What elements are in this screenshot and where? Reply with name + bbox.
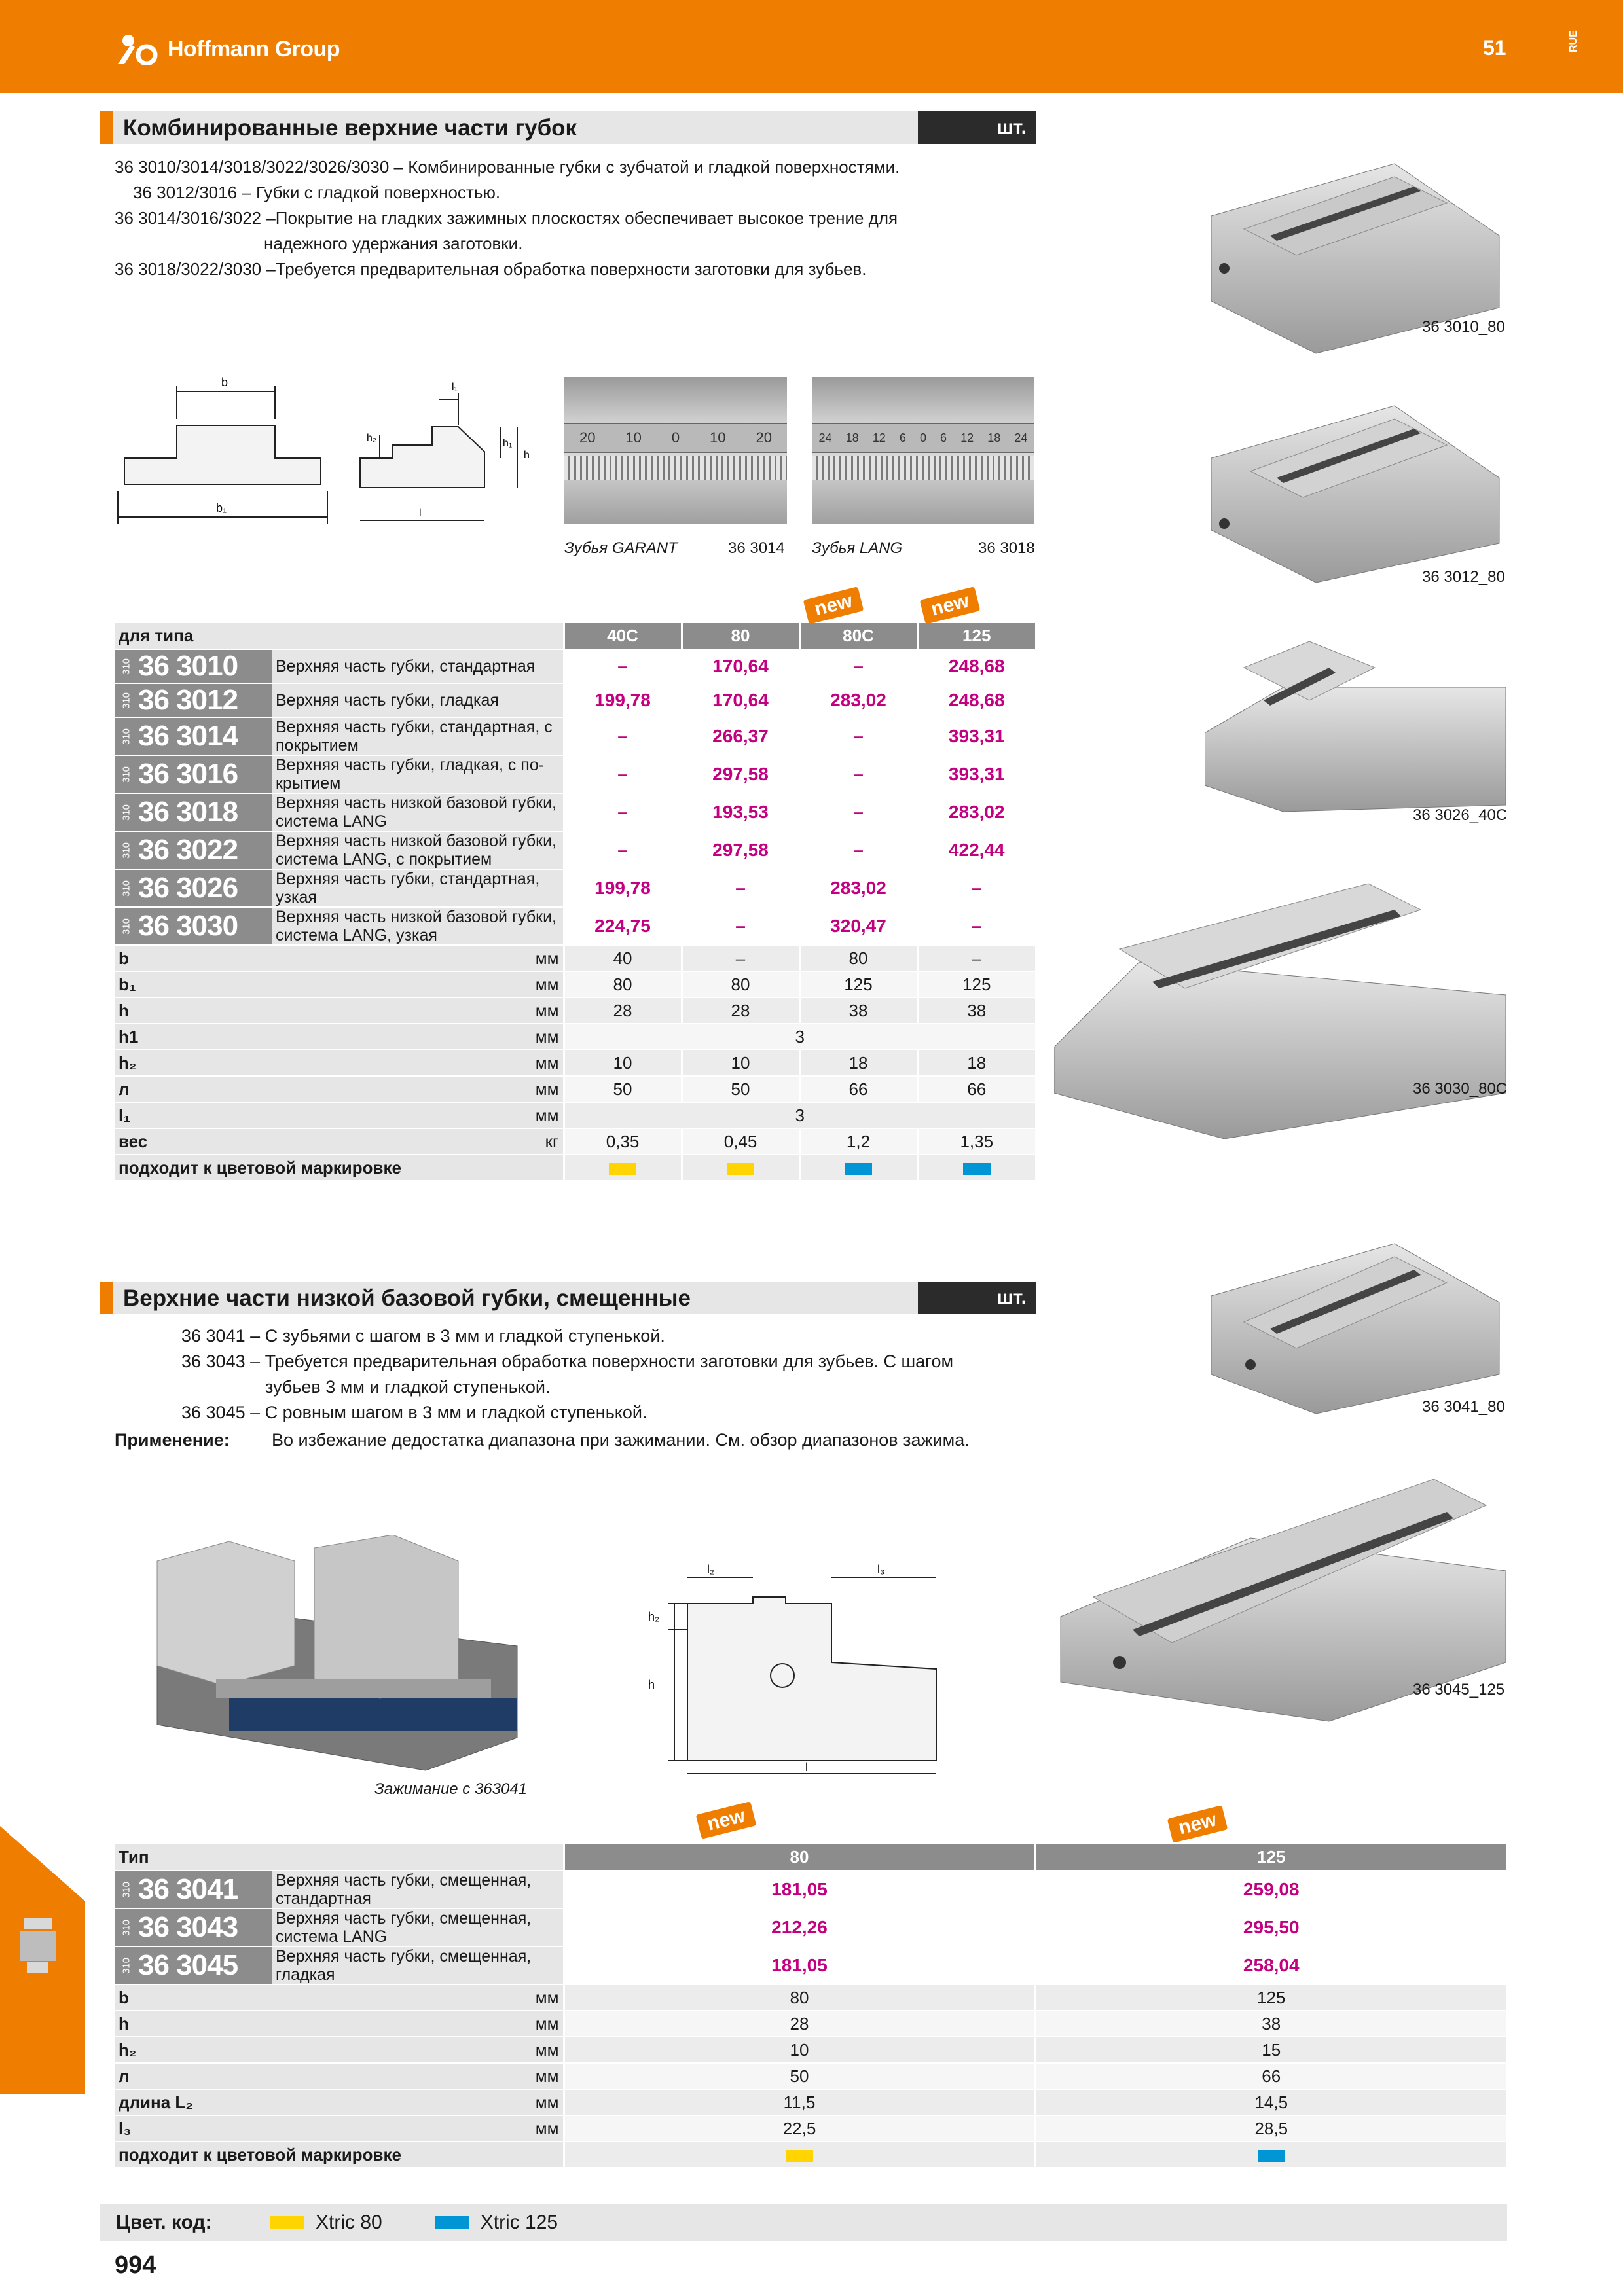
dim-l-label: l — [805, 1761, 808, 1774]
dim-value: 18 — [917, 1050, 1035, 1076]
dim-value: 50 — [682, 1076, 799, 1102]
price-cell: – — [564, 755, 682, 793]
hoffmann-logo[interactable] — [115, 33, 340, 65]
lang-caption: Зубья LANG — [812, 539, 903, 557]
section-marker — [100, 1282, 113, 1314]
table-header-row — [115, 623, 1035, 649]
dim-value: – — [682, 945, 799, 971]
price-cell: 258,04 — [1035, 1946, 1506, 1984]
dim-label: b — [115, 945, 532, 971]
lang-teeth-photo — [812, 377, 1034, 524]
article-cell — [115, 831, 272, 869]
scale-tick: 20 — [579, 429, 596, 446]
dim-value: 125 — [1035, 1984, 1506, 2011]
col-header: 40C — [564, 623, 682, 649]
scale-tick: 24 — [1014, 431, 1028, 444]
dim-l3-label: l₃ — [877, 1563, 885, 1576]
price-cell: 248,68 — [917, 649, 1035, 683]
price-cell: 199,78 — [564, 683, 682, 717]
article-desc: Верхняя часть губки, смещенная, система LANG — [272, 1909, 564, 1946]
note-code: 36 3041 – — [181, 1326, 261, 1346]
article-row[interactable] — [115, 755, 1035, 793]
article-row[interactable] — [115, 869, 1035, 907]
section-marker — [100, 111, 113, 144]
article-prefix: 310 — [120, 842, 132, 859]
dim-label: l₃ — [115, 2115, 532, 2142]
image-caption: 36 3026_40C — [1413, 806, 1508, 824]
color-swatch — [845, 1163, 872, 1175]
price-cell: 422,44 — [917, 831, 1035, 869]
article-prefix: 310 — [120, 918, 132, 935]
dim-unit: мм — [532, 971, 564, 997]
color-cell — [917, 1155, 1035, 1181]
dim-h2-label: h₂ — [367, 433, 377, 444]
dim-value: 1,2 — [799, 1128, 917, 1155]
article-prefix: 310 — [120, 658, 132, 675]
section1-notes — [115, 154, 900, 282]
dim-unit: мм — [532, 2089, 564, 2115]
article-row[interactable] — [115, 1871, 1506, 1909]
article-desc: Верхняя часть губки, стандартная, узкая — [272, 869, 564, 907]
dim-value: – — [917, 945, 1035, 971]
price-cell: – — [564, 649, 682, 683]
article-number: 36 3030 — [138, 910, 238, 942]
note-text: Требуется предварительная обработка поверхности заготовки для зубьев. С шагом — [264, 1352, 954, 1371]
scale-tick: 24 — [818, 431, 832, 444]
color-swatch — [727, 1163, 754, 1175]
article-number: 36 3018 — [138, 796, 238, 828]
color-legend — [100, 2204, 1507, 2241]
price-cell: 295,50 — [1035, 1909, 1506, 1946]
note-line — [181, 1400, 953, 1426]
article-prefix: 310 — [120, 766, 132, 783]
color-swatch — [1258, 2150, 1285, 2162]
dim-value: 10 — [682, 1050, 799, 1076]
article-prefix: 310 — [120, 1919, 132, 1936]
scale-tick: 18 — [845, 431, 859, 444]
dim-value: 80 — [682, 971, 799, 997]
dim-b-label: b — [221, 376, 228, 389]
dim-value: 66 — [1035, 2063, 1506, 2089]
color-cell — [1035, 2142, 1506, 2168]
dim-h1-label: h₁ — [503, 438, 513, 449]
color-cell — [682, 1155, 799, 1181]
garant-code: 36 3014 — [728, 539, 785, 557]
dim-row — [115, 2115, 1506, 2142]
article-row[interactable] — [115, 649, 1035, 683]
col-header: 125 — [917, 623, 1035, 649]
article-row[interactable] — [115, 907, 1035, 945]
product-image-363030 — [1054, 870, 1512, 1145]
article-prefix: 310 — [120, 880, 132, 897]
article-prefix: 310 — [120, 692, 132, 709]
dim-h-label: h — [524, 450, 530, 461]
dim-value: 28,5 — [1035, 2115, 1506, 2142]
color-cell — [564, 1155, 682, 1181]
new-badge: new — [696, 1801, 757, 1839]
dim-value: 38 — [799, 997, 917, 1024]
color-label: подходит к цветовой маркировке — [115, 2142, 564, 2168]
article-number: 36 3043 — [138, 1911, 238, 1943]
col-header: 125 — [1035, 1844, 1506, 1871]
price-cell: 181,05 — [564, 1871, 1035, 1909]
section2-unit: шт. — [918, 1282, 1036, 1314]
dim-value: 28 — [682, 997, 799, 1024]
section1-title: Комбинированные верхние части губок — [123, 115, 577, 141]
note-code: 36 3045 – — [181, 1403, 261, 1422]
new-badge: new — [803, 586, 864, 624]
application-text: Во избежание дедостатка диапазона при зажимании. См. обзор диапазонов зажима. — [272, 1430, 970, 1450]
offset-jaw-drawing — [622, 1558, 949, 1780]
hoffmann-logo-icon — [115, 33, 161, 65]
dim-label: h₂ — [115, 1050, 532, 1076]
vise-photo — [151, 1535, 524, 1777]
price-cell: – — [564, 717, 682, 755]
dim-unit: мм — [532, 1984, 564, 2011]
new-badge: new — [920, 586, 981, 624]
scale-tick: 20 — [756, 429, 772, 446]
dim-value: 66 — [917, 1076, 1035, 1102]
price-cell: – — [682, 907, 799, 945]
dim-row — [115, 2089, 1506, 2115]
scale-tick: 6 — [899, 431, 906, 444]
dim-h2-label: h₂ — [648, 1610, 659, 1623]
dim-value: 1,35 — [917, 1128, 1035, 1155]
price-cell: 248,68 — [917, 683, 1035, 717]
table-header-row — [115, 1844, 1506, 1871]
article-desc: Верхняя часть губки, смещенная, гладкая — [272, 1946, 564, 1984]
note-line — [181, 1374, 953, 1400]
price-cell: 199,78 — [564, 869, 682, 907]
note-text: зубьев 3 мм и гладкой ступенькой. — [265, 1377, 551, 1397]
article-desc: Верхняя часть губки, гладкая — [272, 683, 564, 717]
dim-unit: мм — [532, 1024, 564, 1050]
scale-tick: 10 — [625, 429, 642, 446]
price-cell: 266,37 — [682, 717, 799, 755]
article-desc: Верхняя часть губки, смещенная, стандартная — [272, 1871, 564, 1909]
article-cell — [115, 1946, 272, 1984]
dim-row — [115, 997, 1035, 1024]
dim-unit: мм — [532, 2037, 564, 2063]
note-line: 36 3014/3016/3022 –Покрытие на гладких зажимных плоскостях обеспечивает высокое трение для — [115, 208, 898, 228]
article-cell — [115, 755, 272, 793]
scale-tick: 6 — [940, 431, 947, 444]
price-cell: – — [564, 793, 682, 831]
scale-tick: 0 — [919, 431, 926, 444]
price-cell: 283,02 — [799, 683, 917, 717]
dim-value: 66 — [799, 1076, 917, 1102]
dim-row — [115, 1102, 1035, 1128]
dim-value: 80 — [564, 1984, 1035, 2011]
article-desc: Верхняя часть губки, стандартная — [272, 649, 564, 683]
teeth-strip — [812, 456, 1034, 480]
dim-value: 80 — [564, 971, 682, 997]
dim-row — [115, 2063, 1506, 2089]
dim-label: h — [115, 997, 532, 1024]
col-header: 80 — [682, 623, 799, 649]
dim-value: 38 — [917, 997, 1035, 1024]
scale-tick: 18 — [987, 431, 1001, 444]
dim-value: 50 — [564, 2063, 1035, 2089]
image-caption: 36 3041_80 — [1422, 1398, 1505, 1416]
color-cell — [799, 1155, 917, 1181]
price-cell: – — [799, 717, 917, 755]
dim-label: вес — [115, 1128, 532, 1155]
price-cell: 393,31 — [917, 755, 1035, 793]
dim-label: b — [115, 1984, 532, 2011]
dim-label: b₁ — [115, 971, 532, 997]
note-code: 36 3043 – — [181, 1352, 261, 1371]
dim-value: 50 — [564, 1076, 682, 1102]
article-desc: Верхняя часть низкой базовой губки, система LANG — [272, 793, 564, 831]
dim-row — [115, 1984, 1506, 2011]
dim-value: 15 — [1035, 2037, 1506, 2063]
article-cell — [115, 649, 272, 683]
article-cell — [115, 1909, 272, 1946]
price-cell: – — [682, 869, 799, 907]
price-cell: – — [799, 649, 917, 683]
image-caption: 36 3010_80 — [1422, 318, 1505, 336]
dim-unit: мм — [532, 1076, 564, 1102]
price-cell: 393,31 — [917, 717, 1035, 755]
article-number: 36 3012 — [138, 684, 238, 716]
dim-value: 125 — [917, 971, 1035, 997]
price-cell: 297,58 — [682, 831, 799, 869]
legend-swatch — [435, 2216, 469, 2229]
legend-item — [270, 2212, 382, 2234]
article-cell — [115, 683, 272, 717]
dim-unit: мм — [532, 2011, 564, 2037]
dim-label: l₁ — [115, 1102, 532, 1128]
article-desc: Верхняя часть губки, стандартная, с покрытием — [272, 717, 564, 755]
color-row — [115, 1155, 1035, 1181]
section2-notes — [181, 1323, 953, 1426]
language-tag: RUE — [1568, 30, 1579, 52]
article-row[interactable] — [115, 1946, 1506, 1984]
article-row[interactable] — [115, 683, 1035, 717]
color-row — [115, 2142, 1506, 2168]
dim-row — [115, 1050, 1035, 1076]
article-row[interactable] — [115, 1909, 1506, 1946]
dim-b1-label: b₁ — [216, 501, 227, 514]
article-row[interactable] — [115, 717, 1035, 755]
dim-value: 125 — [799, 971, 917, 997]
scale-tick: 12 — [872, 431, 886, 444]
article-row[interactable] — [115, 793, 1035, 831]
vise-caption: Зажимание с 363041 — [374, 1780, 528, 1798]
application-row — [115, 1430, 970, 1450]
legend-item-name: Xtric 125 — [480, 2212, 558, 2233]
article-number: 36 3014 — [138, 720, 238, 752]
dim-value: 80 — [799, 945, 917, 971]
teeth-strip — [564, 456, 787, 480]
application-label: Применение: — [115, 1430, 230, 1450]
page-number-bottom: 994 — [115, 2251, 156, 2279]
price-cell: – — [799, 831, 917, 869]
image-caption: 36 3045_125 — [1413, 1681, 1505, 1698]
color-label: подходит к цветовой маркировке — [115, 1155, 564, 1181]
dim-unit: кг — [532, 1128, 564, 1155]
dim-value: 3 — [564, 1102, 1035, 1128]
scale-tick: 12 — [960, 431, 974, 444]
dim-row — [115, 1128, 1035, 1155]
dim-unit: мм — [532, 2115, 564, 2142]
scale-tick: 10 — [710, 429, 726, 446]
article-number: 36 3010 — [138, 650, 238, 682]
section1-header — [100, 111, 1036, 144]
price-cell: 283,02 — [799, 869, 917, 907]
note-line: 36 3010/3014/3018/3022/3026/3030 – Комбинированные губки с зубчатой и гладкой поверхностями. — [115, 157, 900, 177]
article-cell — [115, 869, 272, 907]
dim-value: 10 — [564, 2037, 1035, 2063]
note-text: С зубьями с шагом в 3 мм и гладкой ступенькой. — [264, 1326, 665, 1346]
article-prefix: 310 — [120, 1881, 132, 1898]
dim-value: 11,5 — [564, 2089, 1035, 2115]
color-swatch — [786, 2150, 813, 2162]
article-desc: Верхняя часть губки, гладкая, с по-крытием — [272, 755, 564, 793]
dim-label: h₂ — [115, 2037, 532, 2063]
dim-value: 18 — [799, 1050, 917, 1076]
dim-l2-label: l₂ — [707, 1563, 714, 1576]
logo-text: Hoffmann Group — [168, 36, 340, 62]
article-row[interactable] — [115, 831, 1035, 869]
dim-label: длина L₂ — [115, 2089, 532, 2115]
dim-h-label: h — [648, 1678, 655, 1691]
price-cell: 259,08 — [1035, 1871, 1506, 1909]
article-number: 36 3022 — [138, 834, 238, 866]
dim-row — [115, 1076, 1035, 1102]
article-desc: Верхняя часть низкой базовой губки, система LANG, узкая — [272, 907, 564, 945]
product-image-363026 — [1205, 628, 1512, 825]
dim-l1-label: l₁ — [452, 382, 458, 393]
article-prefix: 310 — [120, 804, 132, 821]
dim-unit: мм — [532, 1050, 564, 1076]
section1-table — [115, 623, 1035, 1181]
article-number: 36 3045 — [138, 1949, 238, 1981]
lang-code: 36 3018 — [978, 539, 1035, 557]
section2-header — [100, 1282, 1036, 1314]
price-cell: 181,05 — [564, 1946, 1035, 1984]
page-number-top: 51 — [1483, 36, 1506, 60]
article-number: 36 3041 — [138, 1873, 238, 1905]
dim-label: h — [115, 2011, 532, 2037]
dim-value: 0,45 — [682, 1128, 799, 1155]
vise-jaw-icon — [14, 1911, 62, 1977]
article-cell — [115, 1871, 272, 1909]
price-cell: – — [917, 907, 1035, 945]
dim-unit: мм — [532, 1102, 564, 1128]
article-desc: Верхняя часть низкой базовой губки, система LANG, с покрытием — [272, 831, 564, 869]
dim-value: 3 — [564, 1024, 1035, 1050]
color-swatch — [609, 1163, 636, 1175]
garant-caption: Зубья GARANT — [564, 539, 678, 557]
section2-title: Верхние части низкой базовой губки, смещенные — [123, 1285, 691, 1311]
price-cell: 170,64 — [682, 683, 799, 717]
price-cell: – — [917, 869, 1035, 907]
price-cell: 170,64 — [682, 649, 799, 683]
section2-table — [115, 1844, 1506, 2168]
dim-l-label: l — [419, 507, 422, 518]
note-line — [181, 1349, 953, 1374]
dim-value: 10 — [564, 1050, 682, 1076]
price-cell: 193,53 — [682, 793, 799, 831]
new-badge: new — [1167, 1805, 1228, 1843]
legend-item-name: Xtric 80 — [316, 2212, 382, 2233]
price-cell: 283,02 — [917, 793, 1035, 831]
section1-unit: шт. — [918, 111, 1036, 144]
dim-value: 40 — [564, 945, 682, 971]
dim-value: 14,5 — [1035, 2089, 1506, 2115]
price-cell: 320,47 — [799, 907, 917, 945]
article-cell — [115, 907, 272, 945]
image-caption: 36 3030_80C — [1413, 1080, 1508, 1098]
dim-unit: мм — [532, 997, 564, 1024]
note-line: 36 3018/3022/3030 –Требуется предварительная обработка поверхности заготовки для зубьев. — [115, 259, 867, 279]
jaw-side-drawing — [354, 373, 543, 530]
article-prefix: 310 — [120, 1957, 132, 1974]
color-swatch — [963, 1163, 991, 1175]
dim-row — [115, 945, 1035, 971]
article-number: 36 3026 — [138, 872, 238, 904]
type-label: для типа — [115, 623, 564, 649]
product-image-363012 — [1198, 386, 1512, 583]
dim-unit: мм — [532, 2063, 564, 2089]
article-cell — [115, 793, 272, 831]
price-cell: 224,75 — [564, 907, 682, 945]
legend-item — [435, 2212, 558, 2234]
dim-value: 0,35 — [564, 1128, 682, 1155]
article-number: 36 3016 — [138, 758, 238, 790]
image-caption: 36 3012_80 — [1422, 568, 1505, 586]
note-line: надежного удержания заготовки. — [264, 234, 523, 253]
type-label: Тип — [115, 1844, 564, 1871]
dim-value: 28 — [564, 2011, 1035, 2037]
price-cell: – — [799, 793, 917, 831]
article-cell — [115, 717, 272, 755]
legend-label: Цвет. код: — [116, 2212, 212, 2233]
legend-swatch — [270, 2216, 304, 2229]
dim-value: 22,5 — [564, 2115, 1035, 2142]
dim-label: л — [115, 1076, 532, 1102]
price-cell: 212,26 — [564, 1909, 1035, 1946]
article-prefix: 310 — [120, 728, 132, 745]
note-line — [181, 1323, 953, 1349]
dim-unit: мм — [532, 945, 564, 971]
dim-label: л — [115, 2063, 532, 2089]
dim-row — [115, 2037, 1506, 2063]
price-cell: – — [564, 831, 682, 869]
dim-value: 38 — [1035, 2011, 1506, 2037]
note-line: 36 3012/3016 – Губки с гладкой поверхностью. — [133, 183, 501, 202]
col-header: 80 — [564, 1844, 1035, 1871]
dim-value: 28 — [564, 997, 682, 1024]
jaw-front-drawing — [111, 373, 334, 530]
price-cell: – — [799, 755, 917, 793]
dim-row — [115, 1024, 1035, 1050]
price-cell: 297,58 — [682, 755, 799, 793]
col-header: 80C — [799, 623, 917, 649]
dim-label: h1 — [115, 1024, 532, 1050]
color-cell — [564, 2142, 1035, 2168]
note-text: С ровным шагом в 3 мм и гладкой ступенькой. — [264, 1403, 647, 1422]
dim-row — [115, 2011, 1506, 2037]
dim-row — [115, 971, 1035, 997]
scale-tick: 0 — [671, 429, 680, 446]
garant-teeth-photo — [564, 377, 787, 524]
